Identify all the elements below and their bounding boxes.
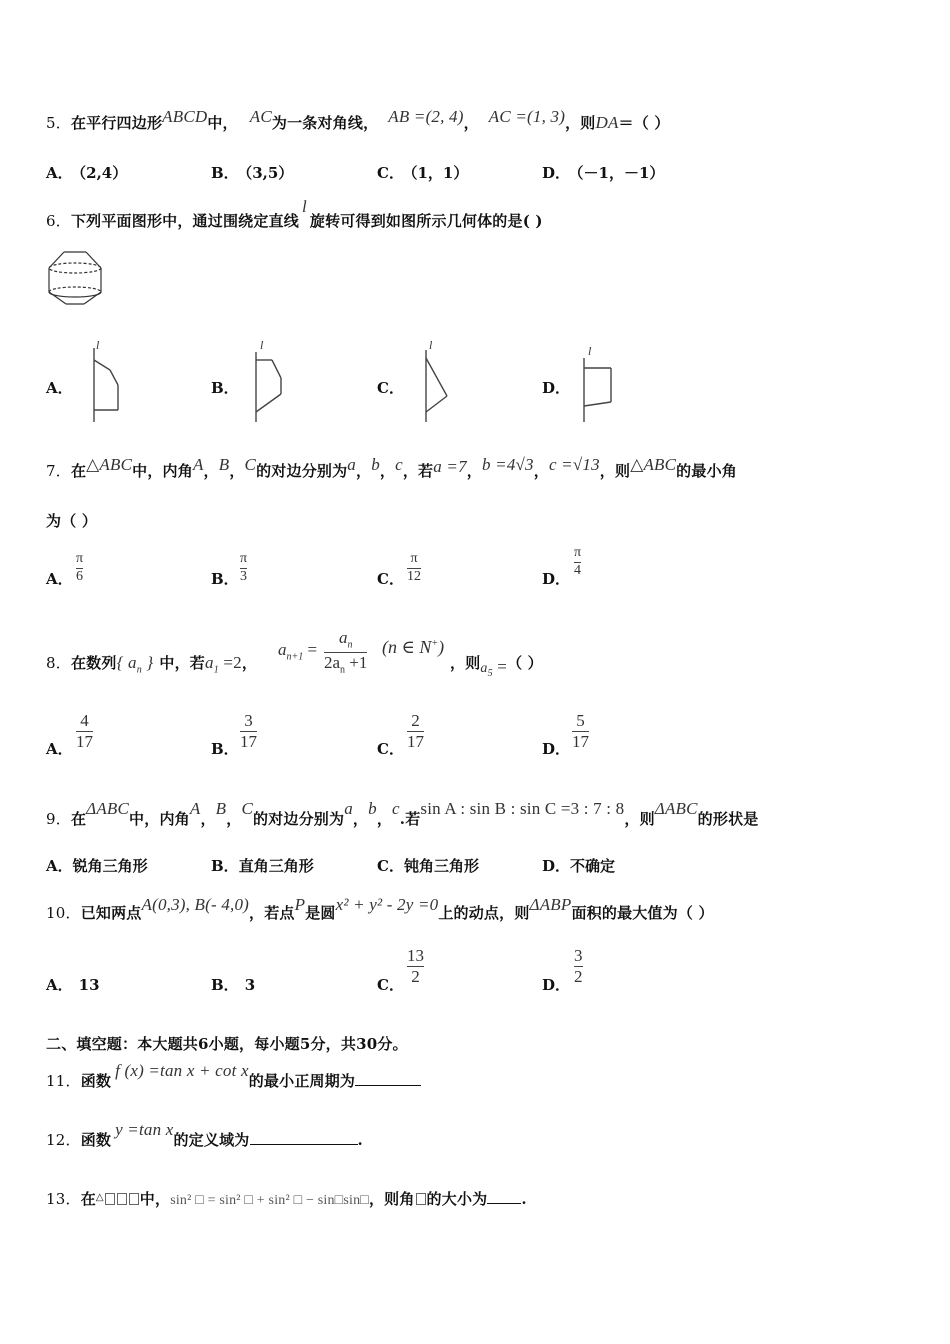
q7-sep: ，	[203, 462, 219, 480]
q8-option-c[interactable]: C．	[377, 740, 404, 758]
q6-option-a[interactable]: A．	[46, 379, 73, 397]
question-5-stem	[46, 107, 670, 133]
q12-answer-blank[interactable]	[250, 1144, 358, 1145]
q7-option-c[interactable]: C．	[377, 570, 404, 588]
q10-text-3: 是圆	[305, 904, 336, 922]
q9-sep: ，	[200, 810, 216, 828]
q8-sep: ，	[241, 654, 258, 672]
q7-text-2: 中，内角	[132, 462, 193, 480]
q6-option-d[interactable]: D．	[542, 379, 571, 397]
question-6-stem	[46, 197, 543, 231]
q5-option-c[interactable]: C． （1，1）	[377, 164, 469, 182]
q9-text-5: 的对边分别为	[253, 810, 345, 828]
q10-option-a[interactable]: A． 13	[46, 976, 100, 994]
q6-option-b[interactable]: B．	[211, 379, 239, 397]
q8-text-1: 在数列	[70, 654, 117, 672]
q5-math-ab-vector: AB =(2, 4)	[388, 107, 464, 126]
q13-text-4: 的大小为	[426, 1190, 488, 1208]
q10-math-p: P	[294, 895, 306, 914]
q7-math-b-eq: b =4√3	[482, 455, 534, 474]
q8-option-b-fraction: 3 17	[240, 711, 257, 751]
q9-option-b[interactable]: B．直角三角形	[211, 857, 314, 875]
q5-option-a[interactable]: A． （2,4）	[46, 164, 128, 182]
q10-math-triangle: ΔABP	[529, 895, 572, 914]
q5-text-2: 中，	[207, 114, 238, 132]
question-13-stem	[46, 1188, 527, 1209]
q8-math-a5: $a_5$ =	[480, 657, 508, 679]
missing-glyph-icon	[105, 1193, 115, 1205]
solid-of-revolution-figure	[44, 248, 110, 310]
q7-text-11: ，则	[599, 462, 631, 480]
q9-sep: ，	[352, 810, 369, 828]
q9-text-9: ，则	[624, 810, 655, 828]
q5-math-ac: AC	[249, 107, 272, 126]
q8-math-recurrence-fraction: $a_n$ $2a_n +1$	[324, 628, 368, 676]
q8-math-a1: $a_1 =2$	[204, 653, 242, 676]
q7-math-c: c	[395, 455, 403, 474]
q10-option-d[interactable]: D．	[542, 976, 571, 994]
q8-option-d-fraction: 5 17	[572, 711, 589, 751]
q6-text-2: 旋转可得到如图所示几何体的是( )	[309, 212, 543, 230]
q5-text-5: ，则	[565, 114, 596, 132]
missing-glyph-icon	[117, 1193, 127, 1205]
q9-text-8: .若	[399, 810, 421, 828]
q6-option-b-figure	[248, 340, 288, 422]
q13-period: .	[521, 1190, 527, 1208]
q6-math-l: l	[301, 197, 307, 216]
question-number: 8．	[46, 654, 71, 672]
question-7-stem-line2: 为（ ）	[46, 512, 98, 530]
q5-text-3: 为一条对角线，	[271, 114, 379, 132]
q6-text-1: 下列平面图形中，通过围绕定直线	[70, 212, 299, 230]
question-10-stem	[46, 895, 714, 923]
q7-sep: ，	[229, 462, 245, 480]
q7-option-b[interactable]: B．	[211, 570, 239, 588]
question-8-stem	[46, 652, 257, 675]
q13-math-equation: sin² □ = sin² □ + sin² □ − sin□sin□	[170, 1193, 369, 1208]
q7-option-a-fraction: π 6	[76, 551, 84, 584]
q9-option-a[interactable]: A．锐角三角形	[46, 857, 148, 875]
q9-sep: ，	[226, 810, 242, 828]
q9-math-b-angle: B	[215, 799, 227, 818]
q7-option-c-fraction: π 12	[407, 551, 421, 584]
q8-math-sequence: { $a_n$ }	[116, 653, 154, 676]
q7-option-d-fraction: π 4	[574, 545, 582, 578]
q8-option-a[interactable]: A．	[46, 740, 73, 758]
q6-option-c-figure	[418, 340, 458, 422]
q5-option-b[interactable]: B． （3,5）	[211, 164, 294, 182]
q7-math-c-angle: C	[244, 455, 257, 474]
q10-text-4: 上的动点，则	[438, 904, 530, 922]
q7-math-triangle-2: △ABC	[630, 455, 677, 474]
q13-answer-blank[interactable]	[487, 1203, 521, 1204]
missing-glyph-icon	[129, 1193, 139, 1205]
q9-math-b: b	[368, 799, 377, 818]
q10-text-5: 面积的最大值为（ ）	[571, 904, 714, 922]
q9-math-triangle: ΔABC	[86, 799, 130, 818]
q10-option-c[interactable]: C．	[377, 976, 404, 994]
q9-sep: ，	[376, 810, 393, 828]
q5-math-ac-vector: AC =(1, 3)	[488, 107, 566, 126]
svg-text:l: l	[96, 340, 100, 352]
q7-option-a[interactable]: A．	[46, 570, 73, 588]
svg-text:l: l	[260, 340, 264, 352]
q5-text-1: 在平行四边形	[70, 114, 163, 132]
question-7-stem	[46, 455, 737, 481]
q9-text-2: 中，内角	[129, 810, 190, 828]
q11-text-1: 函数	[80, 1072, 112, 1090]
q8-text-2: 中，若	[159, 654, 205, 672]
q11-answer-blank[interactable]	[355, 1085, 421, 1086]
q7-sep: ，	[466, 462, 482, 480]
q7-math-triangle: △ABC	[86, 455, 133, 474]
q8-option-a-fraction: 4 17	[76, 711, 93, 751]
q9-text-1: 在	[70, 810, 87, 828]
q6-option-d-figure	[576, 346, 620, 422]
q7-text-8: ，若	[402, 462, 434, 480]
q11-math-function: f (x) =tan x + cot x	[115, 1061, 249, 1080]
q7-math-a-eq: a =7	[433, 457, 467, 476]
q7-sep: ，	[379, 462, 396, 480]
q9-math-a: a	[344, 799, 353, 818]
q12-text-1: 函数	[80, 1131, 112, 1149]
q7-option-b-fraction: π 3	[240, 551, 248, 584]
q9-math-triangle-2: ΔABC	[654, 799, 698, 818]
q11-text-2: 的最小正周期为	[248, 1072, 356, 1090]
q7-math-b: b	[371, 455, 380, 474]
q9-math-a-angle: A	[189, 799, 201, 818]
q12-math-function: y =tan x	[115, 1120, 174, 1139]
section-heading: 二、填空题：本大题共6小题，每小题5分，共30分。	[46, 1035, 408, 1053]
q10-option-d-fraction: 3 2	[574, 946, 583, 986]
question-number: 7．	[46, 462, 71, 480]
q8-math-domain: (n ∈ N+)	[382, 637, 445, 657]
q7-math-c-eq: c =√13	[548, 455, 600, 474]
q9-math-sine-ratio: sin A : sin B : sin C =3 : 7 : 8	[420, 799, 625, 818]
q8-math-recurrence-lhs: $a_{n+1}$ =	[278, 640, 318, 663]
q7-text-1: 在	[70, 462, 87, 480]
q7-math-a: a	[347, 455, 356, 474]
q6-option-c[interactable]: C．	[377, 379, 404, 397]
triangle-icon: △	[95, 1192, 104, 1203]
q7-math-a-angle: A	[192, 455, 204, 474]
q10-option-c-fraction: 13 2	[407, 946, 424, 986]
q5-math-abcd: ABCD	[162, 107, 208, 126]
q8-option-d[interactable]: D．	[542, 740, 571, 758]
question-8-stem-tail	[450, 652, 543, 679]
question-number: 6．	[46, 212, 71, 230]
q10-option-b[interactable]: B． 3	[211, 976, 256, 994]
q9-math-c: c	[392, 799, 400, 818]
q13-text-2: 中，	[139, 1190, 171, 1208]
q5-math-da: DA	[595, 113, 619, 132]
q10-math-circle: x² + y² - 2y =0	[335, 895, 439, 914]
q7-text-12: 的最小角	[676, 462, 737, 480]
question-number: 13．	[46, 1190, 81, 1208]
svg-text:l: l	[588, 346, 592, 358]
q13-text-3: ，则角	[368, 1190, 415, 1208]
q9-option-d[interactable]: D．不确定	[542, 857, 616, 875]
svg-text:l: l	[429, 340, 433, 352]
q8-option-b[interactable]: B．	[211, 740, 239, 758]
q5-option-d[interactable]: D． （－1，－1）	[542, 164, 665, 182]
q7-text-5: 的对边分别为	[256, 462, 348, 480]
q7-math-b-angle: B	[218, 455, 230, 474]
q7-sep: ，	[533, 462, 549, 480]
q6-option-a-figure	[86, 340, 126, 422]
q7-sep: ，	[356, 462, 372, 480]
q8-text-4: ，则	[450, 654, 481, 672]
q9-math-c-angle: C	[241, 799, 253, 818]
question-9-stem	[46, 799, 759, 829]
q9-text-10: 的形状是	[697, 810, 759, 828]
question-number: 12．	[46, 1131, 81, 1149]
q10-text-1: 已知两点	[80, 904, 142, 922]
q10-math-points: A(0,3), B(- 4,0)	[141, 895, 250, 914]
q7-option-d[interactable]: D．	[542, 570, 571, 588]
q12-text-2: 的定义域为	[173, 1131, 250, 1149]
q8-option-c-fraction: 2 17	[407, 711, 424, 751]
question-11-stem	[46, 1061, 421, 1091]
q12-period: .	[357, 1131, 363, 1149]
question-number: 5．	[46, 114, 71, 132]
q8-text-5: （ ）	[507, 654, 543, 672]
q9-option-c[interactable]: C．钝角三角形	[377, 857, 479, 875]
question-number: 11．	[46, 1072, 81, 1090]
q5-text-6: ＝（ ）	[618, 114, 670, 132]
q13-text-1: 在	[80, 1190, 96, 1208]
missing-glyph-icon	[416, 1193, 426, 1205]
question-number: 10．	[46, 904, 81, 922]
q10-text-2: ，若点	[249, 904, 295, 922]
question-12-stem	[46, 1120, 363, 1150]
q5-text-4: ，	[463, 114, 479, 132]
question-number: 9．	[46, 810, 71, 828]
